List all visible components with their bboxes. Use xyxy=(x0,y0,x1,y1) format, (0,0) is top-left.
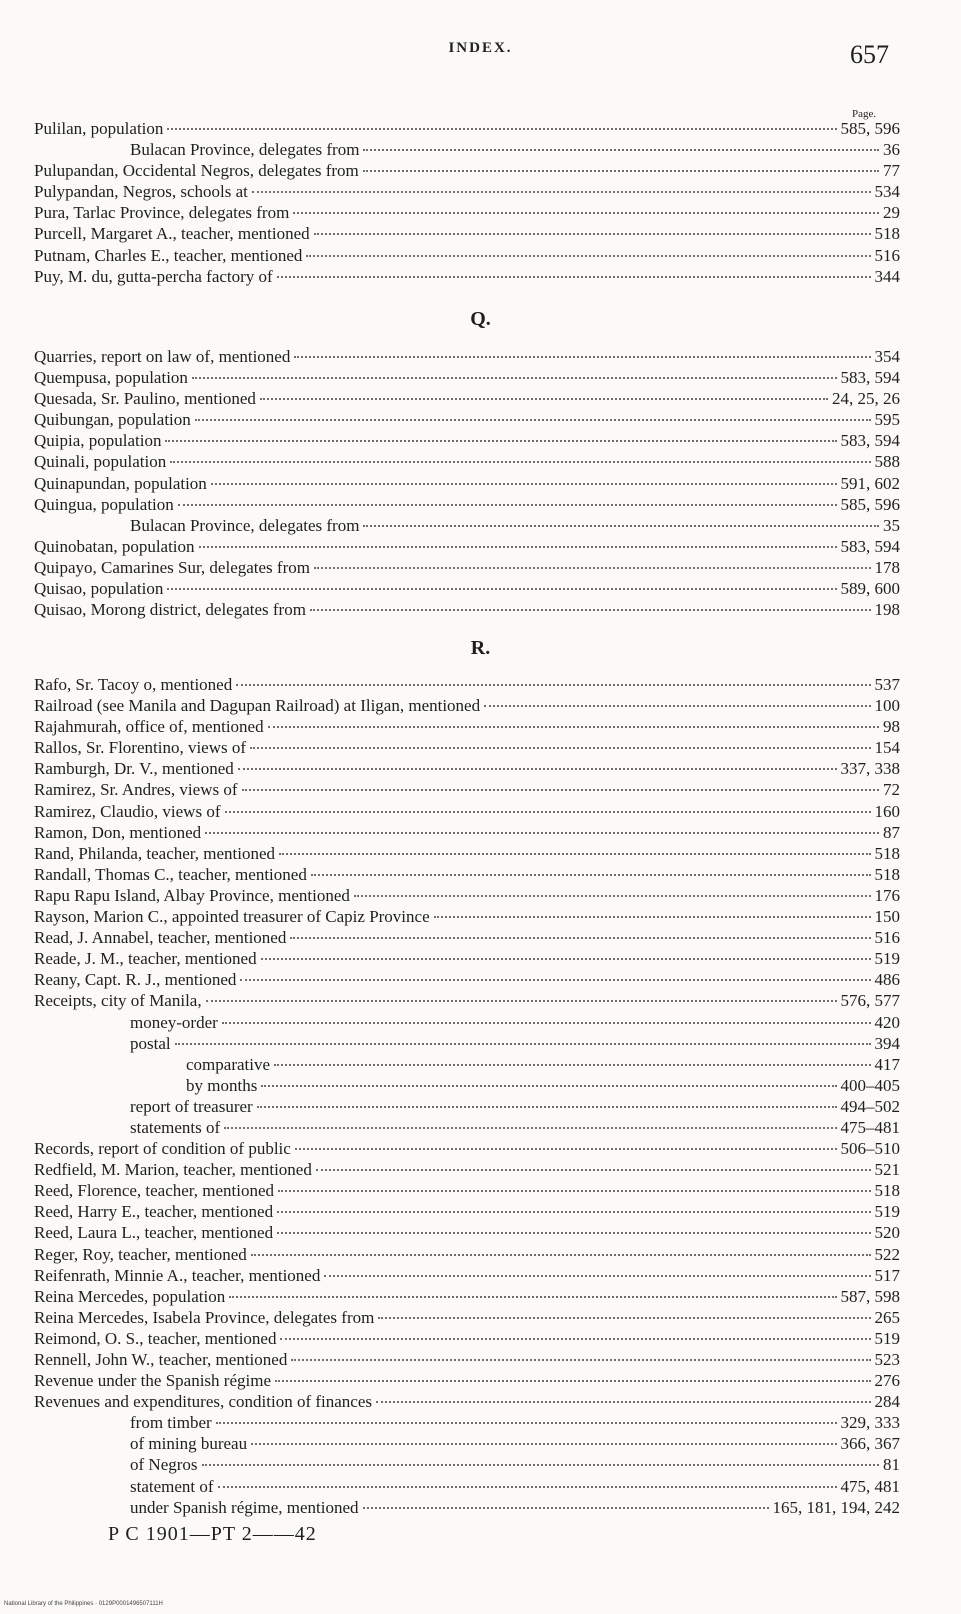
index-entry xyxy=(34,1391,900,1412)
dot-leader xyxy=(218,1486,837,1488)
entry-pages: 537 xyxy=(874,675,900,694)
entry-term: Reade, J. M., teacher, mentioned xyxy=(34,949,257,969)
index-entry xyxy=(34,1138,900,1159)
index-entry xyxy=(34,1159,900,1180)
index-entry xyxy=(34,843,900,864)
dot-leader xyxy=(310,609,871,611)
entry-term: Pulypandan, Negros, schools at xyxy=(34,182,248,202)
dot-leader xyxy=(268,726,879,728)
entry-pages: 329, 333 xyxy=(840,1413,900,1433)
index-entry xyxy=(34,801,900,822)
index-entry xyxy=(34,1412,900,1433)
entry-pages: 176 xyxy=(874,885,900,905)
entry-pages: 29 xyxy=(883,203,900,223)
entry-pages: 198 xyxy=(874,600,900,620)
index-entry xyxy=(34,536,900,557)
dot-leader xyxy=(165,440,836,442)
dot-leader xyxy=(280,1338,870,1340)
entry-term: Quipia, population xyxy=(34,431,162,451)
entry-pages: 165, 181, 194, 242 xyxy=(772,1497,900,1517)
index-list-p xyxy=(34,118,900,287)
entry-term: from timber xyxy=(130,1413,212,1433)
index-entry xyxy=(34,1012,900,1033)
entry-pages: 589, 600 xyxy=(840,579,900,599)
entry-pages: 520 xyxy=(874,1223,900,1243)
section-heading-q: Q. xyxy=(470,308,491,330)
index-entry xyxy=(34,969,900,990)
dot-leader xyxy=(274,1064,870,1066)
entry-term: statements of xyxy=(130,1117,221,1137)
entry-term: Ramirez, Sr. Andres, views of xyxy=(34,780,238,800)
section-heading-r: R. xyxy=(470,637,491,659)
entry-term: Read, J. Annabel, teacher, mentioned xyxy=(34,928,287,948)
footer-credit: National Library of the Philippines · 0129P0001496507111H xyxy=(4,1601,163,1607)
dot-leader xyxy=(199,546,837,548)
dot-leader xyxy=(216,1422,837,1424)
index-entry xyxy=(34,223,900,244)
entry-term: Receipts, city of Manila, xyxy=(34,991,202,1011)
entry-pages: 400–405 xyxy=(840,1075,900,1095)
entry-pages: 523 xyxy=(874,1350,900,1369)
entry-term: Redfield, M. Marion, teacher, mentioned xyxy=(34,1160,312,1180)
dot-leader xyxy=(252,191,871,193)
entry-pages: 494–502 xyxy=(840,1096,900,1116)
entry-term: Putnam, Charles E., teacher, mentioned xyxy=(34,245,303,265)
entry-pages: 587, 598 xyxy=(840,1286,900,1306)
dot-leader xyxy=(222,1022,871,1024)
index-entry xyxy=(34,118,900,139)
index-entry xyxy=(34,557,900,578)
index-entry xyxy=(34,578,900,599)
entry-pages: 72 xyxy=(883,780,900,800)
dot-leader xyxy=(240,979,870,981)
dot-leader xyxy=(484,705,870,707)
index-entry xyxy=(34,181,900,202)
entry-pages: 518 xyxy=(874,864,900,884)
entry-term: Reed, Laura L., teacher, mentioned xyxy=(34,1223,274,1243)
index-entry xyxy=(34,1117,900,1138)
entry-pages: 100 xyxy=(874,696,900,716)
index-entry xyxy=(34,515,900,536)
entry-term: Quarries, report on law of, mentioned xyxy=(34,347,291,366)
index-entry xyxy=(34,822,900,843)
entry-pages: 420 xyxy=(874,1012,900,1032)
dot-leader xyxy=(290,937,870,939)
entry-term: Quisao, population xyxy=(34,579,164,599)
index-entry xyxy=(34,906,900,927)
entry-term: by months xyxy=(186,1075,258,1095)
entry-pages: 35 xyxy=(883,515,900,535)
index-list-r xyxy=(34,674,900,1518)
dot-leader xyxy=(170,461,870,463)
signature-mark: P C 1901—PT 2——42 xyxy=(108,1523,317,1545)
entry-pages: 154 xyxy=(874,738,900,758)
index-entry xyxy=(34,430,900,451)
dot-leader xyxy=(434,916,871,918)
index-entry xyxy=(34,409,900,430)
entry-term: Quesada, Sr. Paulino, mentioned xyxy=(34,389,256,409)
dot-leader xyxy=(275,1380,871,1382)
entry-pages: 265 xyxy=(874,1307,900,1327)
dot-leader xyxy=(178,504,837,506)
entry-term: Ramburgh, Dr. V., mentioned xyxy=(34,759,234,779)
dot-leader xyxy=(205,832,879,834)
entry-term: Rajahmurah, office of, mentioned xyxy=(34,717,264,737)
entry-term: under Spanish régime, mentioned xyxy=(130,1497,359,1517)
dot-leader xyxy=(206,1000,837,1002)
entry-pages: 521 xyxy=(874,1160,900,1180)
index-entry xyxy=(34,473,900,494)
entry-term: of mining bureau xyxy=(130,1434,248,1454)
dot-leader xyxy=(314,567,871,569)
entry-pages: 534 xyxy=(874,182,900,202)
entry-pages: 518 xyxy=(874,1181,900,1201)
index-entry xyxy=(34,674,900,695)
page-column-label: Page. xyxy=(852,108,877,120)
index-entry xyxy=(34,779,900,800)
entry-term: Rayson, Marion C., appointed treasurer of Capiz Province xyxy=(34,907,430,927)
entry-term: Randall, Thomas C., teacher, mentioned xyxy=(34,864,307,884)
entry-pages: 160 xyxy=(874,801,900,821)
entry-term: Quinali, population xyxy=(34,452,167,472)
dot-leader xyxy=(378,1317,870,1319)
entry-term: Quipayo, Camarines Sur, delegates from xyxy=(34,557,310,577)
entry-pages: 87 xyxy=(883,822,900,842)
dot-leader xyxy=(250,747,870,749)
entry-pages: 519 xyxy=(874,949,900,969)
entry-term: Revenues and expenditures, condition of finances xyxy=(34,1392,373,1412)
entry-pages: 518 xyxy=(874,224,900,244)
entry-term: Reed, Florence, teacher, mentioned xyxy=(34,1181,275,1201)
dot-leader xyxy=(294,356,870,358)
dot-leader xyxy=(261,958,871,960)
index-entry xyxy=(34,160,900,181)
index-entry xyxy=(34,1201,900,1222)
entry-term: Reina Mercedes, Isabela Province, delegates from xyxy=(34,1307,375,1327)
entry-pages: 588 xyxy=(874,452,900,472)
entry-term: Reed, Harry E., teacher, mentioned xyxy=(34,1202,274,1222)
dot-leader xyxy=(261,1085,836,1087)
dot-leader xyxy=(195,419,871,421)
entry-pages: 366, 367 xyxy=(840,1434,900,1454)
entry-pages: 518 xyxy=(874,843,900,863)
index-entry xyxy=(34,367,900,388)
index-entry xyxy=(34,245,900,266)
index-entry xyxy=(34,1433,900,1454)
entry-term: Ramirez, Claudio, views of xyxy=(34,801,221,821)
dot-leader xyxy=(167,588,836,590)
entry-term: Quempusa, population xyxy=(34,368,188,388)
dot-leader xyxy=(260,398,828,400)
entry-pages: 583, 594 xyxy=(840,368,900,388)
index-entry xyxy=(34,695,900,716)
entry-pages: 344 xyxy=(874,266,900,286)
entry-term: of Negros xyxy=(130,1455,198,1475)
dot-leader xyxy=(257,1106,837,1108)
entry-pages: 475, 481 xyxy=(840,1476,900,1496)
index-entry xyxy=(34,388,900,409)
entry-term: Reifenrath, Minnie A., teacher, mentioned xyxy=(34,1265,321,1285)
dot-leader xyxy=(314,233,871,235)
entry-term: Ramon, Don, mentioned xyxy=(34,822,202,842)
entry-pages: 583, 594 xyxy=(840,536,900,556)
dot-leader xyxy=(224,1127,836,1129)
entry-term: Reger, Roy, teacher, mentioned xyxy=(34,1244,247,1264)
entry-term: Revenue under the Spanish régime xyxy=(34,1371,271,1391)
entry-pages: 516 xyxy=(874,245,900,265)
index-entry xyxy=(34,1244,900,1265)
entry-term: Rennell, John W., teacher, mentioned xyxy=(34,1350,288,1369)
entry-pages: 284 xyxy=(874,1392,900,1412)
entry-pages: 354 xyxy=(874,347,900,366)
entry-pages: 583, 594 xyxy=(840,431,900,451)
entry-pages: 576, 577 xyxy=(840,991,900,1011)
entry-pages: 585, 596 xyxy=(840,119,900,138)
dot-leader xyxy=(167,128,836,130)
entry-pages: 516 xyxy=(874,928,900,948)
index-entry xyxy=(34,1033,900,1054)
entry-term: Pulupandan, Occidental Negros, delegates from xyxy=(34,161,359,181)
dot-leader xyxy=(363,170,879,172)
entry-term: Puy, M. du, gutta-percha factory of xyxy=(34,266,273,286)
index-entry xyxy=(34,1476,900,1497)
entry-term: report of treasurer xyxy=(130,1096,253,1116)
entry-pages: 98 xyxy=(883,717,900,737)
entry-term: Rapu Rapu Island, Albay Province, mentioned xyxy=(34,885,350,905)
dot-leader xyxy=(236,684,870,686)
dot-leader xyxy=(175,1043,871,1045)
entry-term: Pulilan, population xyxy=(34,119,164,138)
entry-pages: 417 xyxy=(874,1054,900,1074)
index-entry xyxy=(34,1286,900,1307)
dot-leader xyxy=(251,1254,871,1256)
index-entry xyxy=(34,1370,900,1391)
index-entry xyxy=(34,1349,900,1370)
index-entry xyxy=(34,1454,900,1475)
index-entry xyxy=(34,1180,900,1201)
entry-pages: 77 xyxy=(883,161,900,181)
dot-leader xyxy=(277,1232,870,1234)
index-entry xyxy=(34,1497,900,1518)
entry-term: Reany, Capt. R. J., mentioned xyxy=(34,970,237,990)
index-entry xyxy=(34,927,900,948)
index-entry xyxy=(34,599,900,620)
dot-leader xyxy=(363,149,879,151)
entry-pages: 595 xyxy=(874,410,900,430)
dot-leader xyxy=(202,1464,879,1466)
index-entry xyxy=(34,494,900,515)
dot-leader xyxy=(277,276,871,278)
entry-term: Bulacan Province, delegates from xyxy=(130,140,360,160)
dot-leader xyxy=(278,1190,870,1192)
index-entry xyxy=(34,990,900,1011)
entry-term: postal xyxy=(130,1033,171,1053)
entry-term: Reina Mercedes, population xyxy=(34,1286,226,1306)
dot-leader xyxy=(211,483,837,485)
entry-term: Rallos, Sr. Florentino, views of xyxy=(34,738,247,758)
dot-leader xyxy=(291,1359,870,1361)
index-entry xyxy=(34,1328,900,1349)
entry-pages: 519 xyxy=(874,1202,900,1222)
entry-pages: 585, 596 xyxy=(840,494,900,514)
entry-pages: 337, 338 xyxy=(840,759,900,779)
index-entry xyxy=(34,1075,900,1096)
dot-leader xyxy=(324,1275,870,1277)
entry-term: comparative xyxy=(186,1054,271,1074)
dot-leader xyxy=(192,377,837,379)
entry-pages: 522 xyxy=(874,1244,900,1264)
entry-term: Reimond, O. S., teacher, mentioned xyxy=(34,1328,277,1348)
index-entry xyxy=(34,864,900,885)
dot-leader xyxy=(293,212,879,214)
dot-leader xyxy=(225,811,871,813)
dot-leader xyxy=(376,1401,870,1403)
entry-pages: 517 xyxy=(874,1265,900,1285)
index-entry xyxy=(34,885,900,906)
entry-pages: 178 xyxy=(874,557,900,577)
index-entry xyxy=(34,266,900,287)
dot-leader xyxy=(277,1211,870,1213)
entry-pages: 486 xyxy=(874,970,900,990)
entry-term: Bulacan Province, delegates from xyxy=(130,515,360,535)
entry-term: Quibungan, population xyxy=(34,410,191,430)
entry-term: Purcell, Margaret A., teacher, mentioned xyxy=(34,224,310,244)
index-entry xyxy=(34,758,900,779)
entry-pages: 506–510 xyxy=(840,1139,900,1159)
entry-term: Quinapundan, population xyxy=(34,473,207,493)
dot-leader xyxy=(316,1169,871,1171)
dot-leader xyxy=(251,1443,836,1445)
index-entry xyxy=(34,451,900,472)
entry-pages: 81 xyxy=(883,1455,900,1475)
index-entry xyxy=(34,1265,900,1286)
entry-term: Pura, Tarlac Province, delegates from xyxy=(34,203,290,223)
dot-leader xyxy=(242,789,880,791)
entry-pages: 519 xyxy=(874,1328,900,1348)
index-entry xyxy=(34,1054,900,1075)
entry-pages: 24, 25, 26 xyxy=(832,389,900,409)
index-entry xyxy=(34,202,900,223)
index-entry xyxy=(34,1222,900,1243)
index-entry xyxy=(34,1307,900,1328)
dot-leader xyxy=(363,525,879,527)
running-head: INDEX. xyxy=(448,40,513,56)
index-entry xyxy=(34,737,900,758)
entry-term: statement of xyxy=(130,1476,214,1496)
entry-term: Quinobatan, population xyxy=(34,536,195,556)
entry-term: Quingua, population xyxy=(34,494,174,514)
index-list-q xyxy=(34,346,900,620)
index-entry xyxy=(34,346,900,367)
entry-pages: 475–481 xyxy=(840,1117,900,1137)
dot-leader xyxy=(229,1296,836,1298)
entry-term: Rafo, Sr. Tacoy o, mentioned xyxy=(34,675,233,694)
entry-pages: 36 xyxy=(883,140,900,160)
dot-leader xyxy=(311,874,871,876)
entry-term: Railroad (see Manila and Dagupan Railroad) at Iligan, mentioned xyxy=(34,696,481,716)
dot-leader xyxy=(354,895,871,897)
dot-leader xyxy=(306,255,870,257)
dot-leader xyxy=(295,1148,837,1150)
entry-term: money-order xyxy=(130,1012,218,1032)
entry-term: Records, report of condition of public xyxy=(34,1139,291,1159)
index-entry xyxy=(34,1096,900,1117)
entry-pages: 591, 602 xyxy=(840,473,900,493)
dot-leader xyxy=(363,1507,769,1509)
index-entry xyxy=(34,948,900,969)
dot-leader xyxy=(238,768,837,770)
index-entry xyxy=(34,716,900,737)
dot-leader xyxy=(279,853,870,855)
entry-term: Rand, Philanda, teacher, mentioned xyxy=(34,843,276,863)
index-entry xyxy=(34,139,900,160)
entry-term: Quisao, Morong district, delegates from xyxy=(34,600,306,620)
page-number: 657 xyxy=(850,40,889,69)
entry-pages: 150 xyxy=(874,907,900,927)
entry-pages: 394 xyxy=(874,1033,900,1053)
entry-pages: 276 xyxy=(874,1371,900,1391)
